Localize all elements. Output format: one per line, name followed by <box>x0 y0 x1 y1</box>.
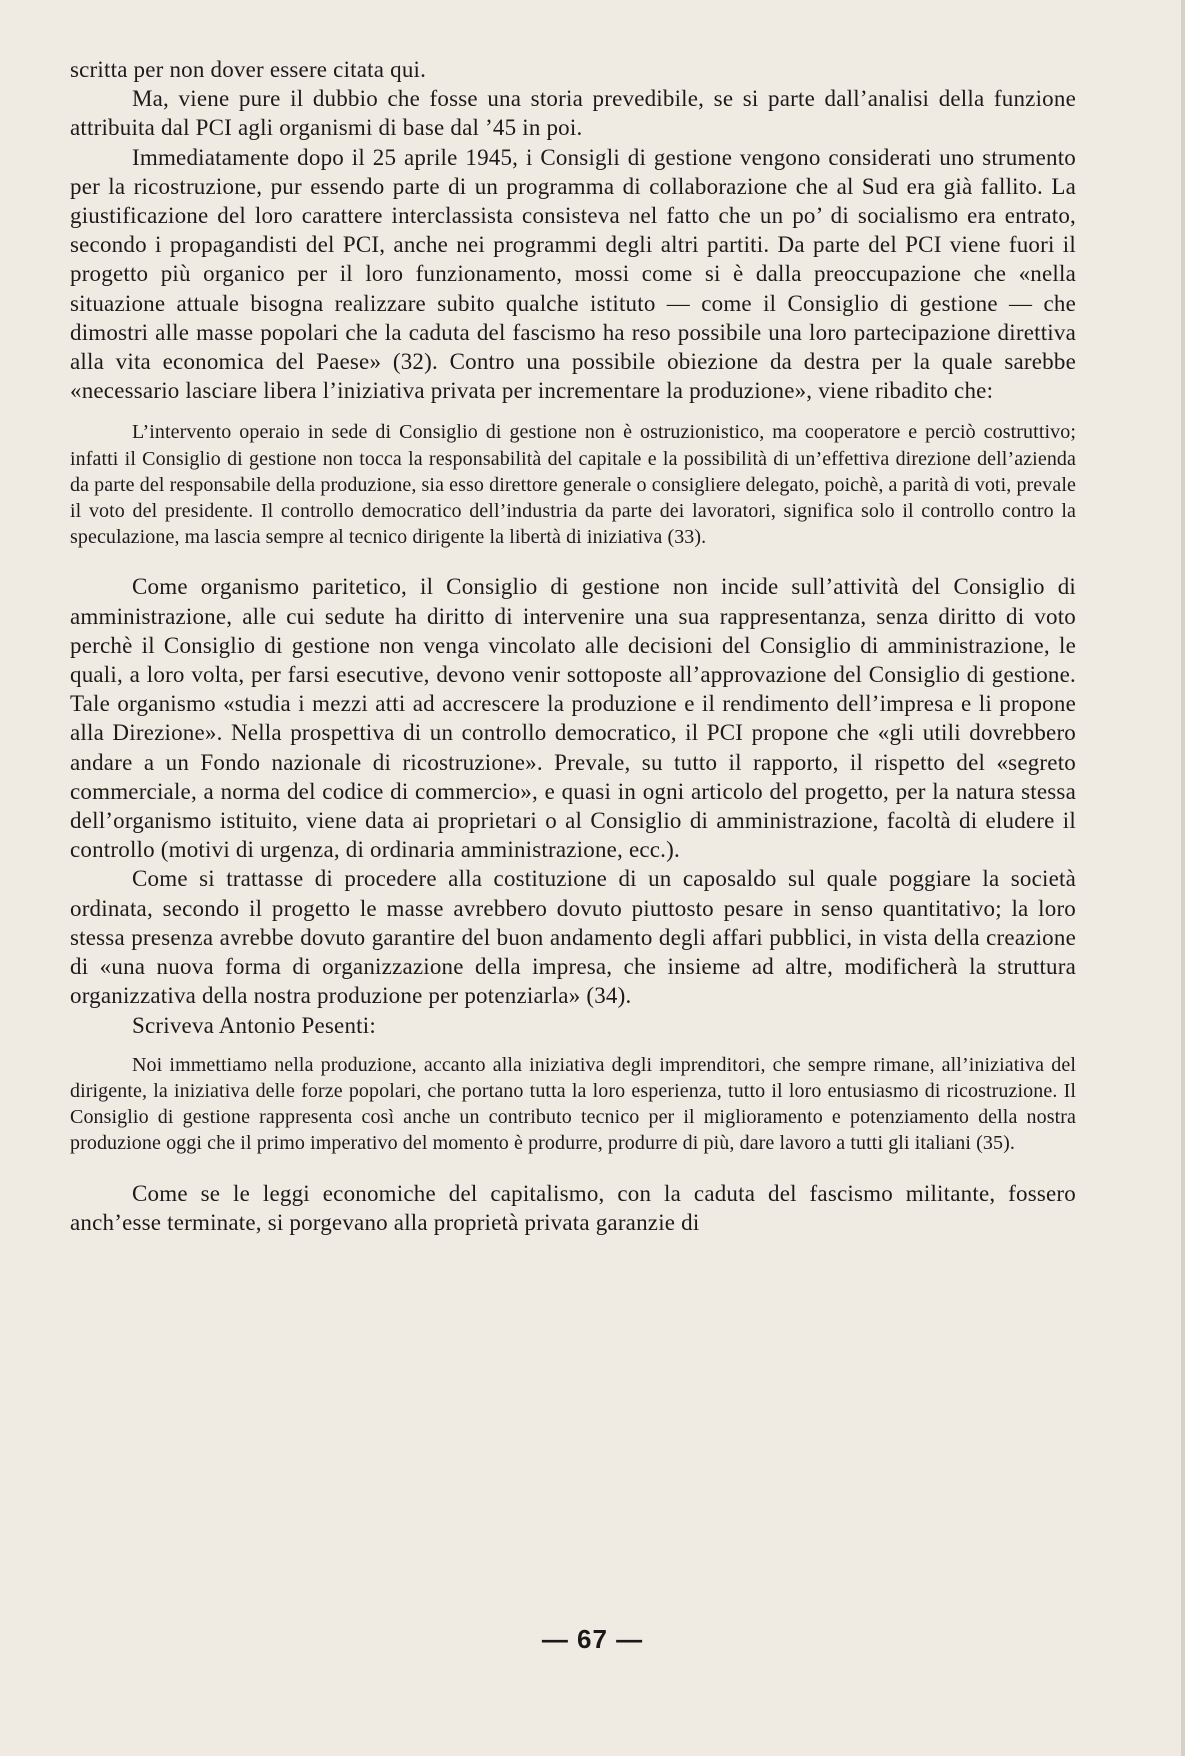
paragraph-continuation: scritta per non dover essere citata qui. <box>70 57 427 82</box>
block-quote-pesenti <box>70 1052 1076 1157</box>
paragraph-caposaldo: Come si trattasse di procedere alla costituzione di un caposaldo sul quale poggiare la società ordinata, secondo il progetto le masse avrebbero dovuto piuttosto pesare in senso quantitativo; la loro stessa presenza avrebbe dovuto garantire del buon andamento degli affari pubblici, in vista della creazione di «una nuova forma di organizzazione della impresa, che insieme ad altre, modificherà la struttura organizzativa della nostra produzione per potenziarla» (34). <box>70 866 1076 1009</box>
paragraph-consigli-gestione: Immediatamente dopo il 25 aprile 1945, i Consigli di gestione vengono considerati uno strumento per la ricostruzione, pur essendo parte di un programma di collaborazione che al Sud era già fallito. La giustificazione del loro carattere interclassista consisteva nel fatto che un po’ di socialismo era entrato, secondo i propagandisti del PCI, anche nei programmi degli altri partiti. Da parte del PCI viene fuori il progetto più organico per il loro funzionamento, mossi come si è dalla preoccupazione che «nella situazione attuale bisogna realizzare subito qualche istituto — come il Consiglio di gestione — che dimostri alle masse popolari che la caduta del fascismo ha reso possibile una loro partecipazione direttiva alla vita economica del Paese» (32). Contro una possibile obiezione da destra per la quale sarebbe «necessario lasciare libera l’iniziativa privata per incrementare la produzione», viene ribadito che: <box>70 144 1076 404</box>
quote-text: L’intervento operaio in sede di Consiglio di gestione non è ostruzionistico, ma cooperatore e perciò costruttivo; infatti il Consiglio di gestione non tocca la responsabilità del capitale e la possibilità di un’effettiva direzione dell’azienda da parte del responsabile della produzione, sia esso direttore generale o consigliere delegato, poichè, a parità di voti, prevale il voto del presidente. Il controllo democratico dell’industria da parte dei lavoratori, significa solo il controllo contro la speculazione, ma lascia sempre al tecnico dirigente la libertà di iniziativa (33). <box>70 421 1076 549</box>
paragraph-pci-function: Ma, viene pure il dubbio che fosse una storia prevedibile, se si parte dall’analisi della funzione attribuita dal PCI agli organismi di base dal ’45 in poi. <box>70 86 1076 141</box>
quote-text: Noi immettiamo nella produzione, accanto alla iniziativa degli imprenditori, che sempre rimane, all’iniziativa del dirigente, la iniziativa delle forze popolari, che portano tutta la loro esperienza, tutto il loro entusiasmo di ricostruzione. Il Consiglio di gestione rappresenta così anche un contributo tecnico per il miglioramento e potenziamento della nostra produzione oggi che il primo imperativo del momento è produrre, produrre di più, dare lavoro a tutti gli italiani (35). <box>70 1053 1076 1155</box>
paragraph-leggi-economiche: Come se le leggi economiche del capitalismo, con la caduta del fascismo militante, fossero anch’esse terminate, si porgevano alla proprietà privata garanzie di <box>70 1180 1076 1235</box>
paragraph-organismo-paritetico: Come organismo paritetico, il Consiglio di gestione non incide sull’attività del Consiglio di amministrazione, alle cui sedute ha diritto di intervenire una sua rappresentanza, senza diritto di voto perchè il Consiglio di gestione non venga vincolato alle decisioni del Consiglio di amministrazione, le quali, a loro volta, per farsi esecutive, devono venir sottoposte all’approvazione del Consiglio di gestione. Tale organismo «studia i mezzi atti ad accrescere la produzione e il rendimento dell’impresa e li propone alla Direzione». Nella prospettiva di un controllo democratico, il PCI propone che «gli utili dovrebbero andare a un Fondo nazionale di ricostruzione». Prevale, su tutto il rapporto, il rispetto del «segreto commerciale, a norma del codice di commercio», e quasi in ogni articolo del progetto, per la natura stessa dell’organismo istituito, viene data ai proprietari o al Consiglio di amministrazione, facoltà di eludere il controllo (motivi di urgenza, di ordinaria amministrazione, ecc.). <box>70 574 1076 863</box>
page-number: — 67 — <box>541 1624 644 1654</box>
paragraph-pesenti-intro: Scriveva Antonio Pesenti: <box>132 1012 376 1038</box>
page-body <box>70 55 1076 1237</box>
block-quote-intervento-operaio <box>70 419 1076 550</box>
